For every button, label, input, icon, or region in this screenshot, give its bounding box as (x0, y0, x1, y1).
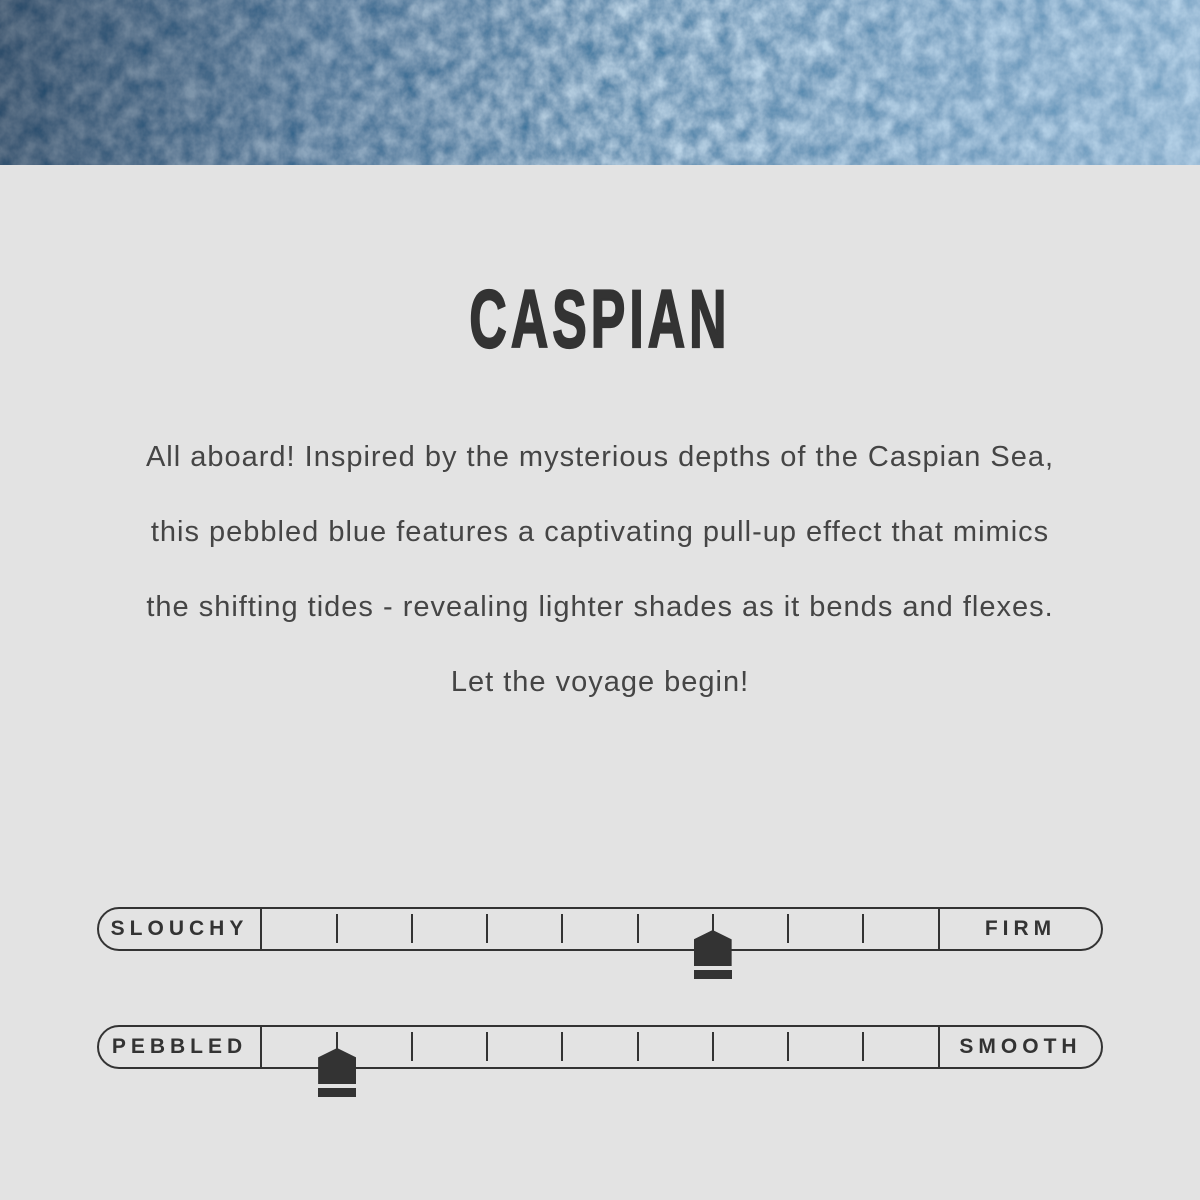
texture-scale-bar (97, 1025, 1103, 1069)
description-line: the shifting tides - revealing lighter shades as it bends and flexes. (146, 591, 1054, 623)
description-line: this pebbled blue features a captivating pull-up effect that mimics (150, 516, 1050, 548)
tick-mark (411, 1032, 413, 1061)
marker-base-bar (694, 970, 732, 979)
leather-tint-overlay (0, 0, 1200, 165)
tick-mark (336, 914, 338, 943)
product-description (0, 420, 1200, 720)
scale-marker (318, 1048, 356, 1097)
firmness-scale (97, 907, 1103, 951)
scale-marker (694, 930, 732, 979)
tick-mark (862, 914, 864, 943)
marker-pointer-icon (318, 1048, 356, 1084)
marker-base-bar (318, 1088, 356, 1097)
tick-mark (637, 914, 639, 943)
scale-label-slouchy: SLOUCHY (99, 909, 262, 949)
tick-mark (637, 1032, 639, 1061)
tick-mark (486, 914, 488, 943)
scale-label-smooth: SMOOTH (938, 1027, 1101, 1067)
tick-mark (787, 914, 789, 943)
marker-pointer-icon (694, 930, 732, 966)
firmness-scale-bar (97, 907, 1103, 951)
page-title: CASPIAN (469, 273, 731, 366)
tick-mark (787, 1032, 789, 1061)
scale-label-firm: FIRM (938, 909, 1101, 949)
description-line: All aboard! Inspired by the mysterious depths of the Caspian Sea, (145, 441, 1055, 473)
texture-scale (97, 1025, 1103, 1069)
tick-mark (712, 1032, 714, 1061)
tick-mark (411, 914, 413, 943)
description-line: Let the voyage begin! (450, 666, 750, 698)
texture-scale-track (262, 1027, 938, 1067)
scale-label-pebbled: PEBBLED (99, 1027, 262, 1067)
tick-mark (486, 1032, 488, 1061)
tick-mark (862, 1032, 864, 1061)
leather-texture-image (0, 0, 1200, 165)
tick-mark (561, 1032, 563, 1061)
tick-mark (561, 914, 563, 943)
firmness-scale-track (262, 909, 938, 949)
